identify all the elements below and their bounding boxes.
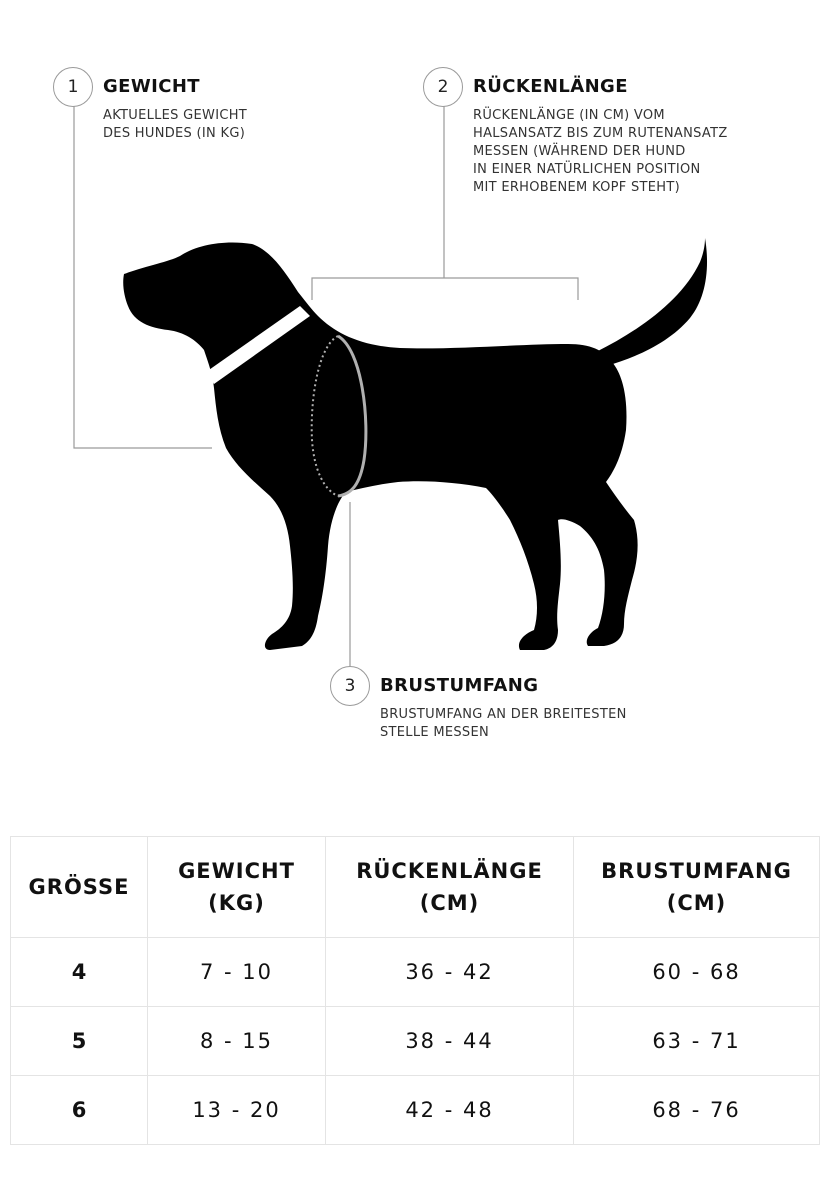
callout-desc-line: MIT ERHOBENEM KOPF STEHT) [473,180,680,195]
header-size [11,837,148,938]
callout-desc-line: MESSEN (WÄHREND DER HUND [473,144,686,159]
callout-desc-line: HALSANSATZ BIS ZUM RUTENANSATZ [473,126,728,141]
header-back-length-unit: (CM) [419,891,480,915]
callout-desc-line: STELLE MESSEN [380,725,490,740]
callout-desc-line: DES HUNDES (IN KG) [103,126,246,141]
header-size-label: GRÖSSE [28,875,130,899]
callout-title-chest-girth: BRUSTUMFANG [380,675,539,696]
callout-title-back-length: RÜCKENLÄNGE [473,76,628,97]
back-length-bracket [312,278,578,300]
header-back-length [326,837,574,938]
callout-desc-line: BRUSTUMFANG AN DER BREITESTEN [380,707,627,722]
callout-desc-line: RÜCKENLÄNGE (IN CM) VOM [473,108,665,123]
table-row [11,938,820,1007]
callout-number-2: 2 [423,67,463,107]
cell-weight: 13 - 20 [148,1076,326,1145]
cell-chest-girth: 68 - 76 [574,1076,820,1145]
header-weight-unit: (KG) [208,891,265,915]
callout-number-3: 3 [330,666,370,706]
callout-desc-line: IN EINER NATÜRLICHEN POSITION [473,162,701,177]
callout-desc-chest-girth [380,706,627,742]
size-table [10,836,820,1145]
cell-size: 5 [11,1007,148,1076]
cell-weight: 8 - 15 [148,1007,326,1076]
callout-title-weight: GEWICHT [103,76,200,97]
header-chest-girth [574,837,820,938]
header-chest-girth-unit: (CM) [666,891,727,915]
cell-chest-girth: 60 - 68 [574,938,820,1007]
callout-desc-back-length [473,107,728,197]
callout-number-1: 1 [53,67,93,107]
cell-chest-girth: 63 - 71 [574,1007,820,1076]
cell-back-length: 36 - 42 [326,938,574,1007]
cell-weight: 7 - 10 [148,938,326,1007]
callout-desc-weight [103,107,247,143]
header-chest-girth-label: BRUSTUMFANG [601,859,792,883]
header-weight [148,837,326,938]
cell-size: 4 [11,938,148,1007]
table-row [11,1007,820,1076]
header-weight-label: GEWICHT [178,859,295,883]
callout-desc-line: AKTUELLES GEWICHT [103,108,248,123]
cell-back-length: 38 - 44 [326,1007,574,1076]
cell-back-length: 42 - 48 [326,1076,574,1145]
cell-size: 6 [11,1076,148,1145]
dog-silhouette [123,238,707,650]
table-header-row [11,837,820,938]
table-row [11,1076,820,1145]
header-back-length-label: RÜCKENLÄNGE [356,859,543,883]
